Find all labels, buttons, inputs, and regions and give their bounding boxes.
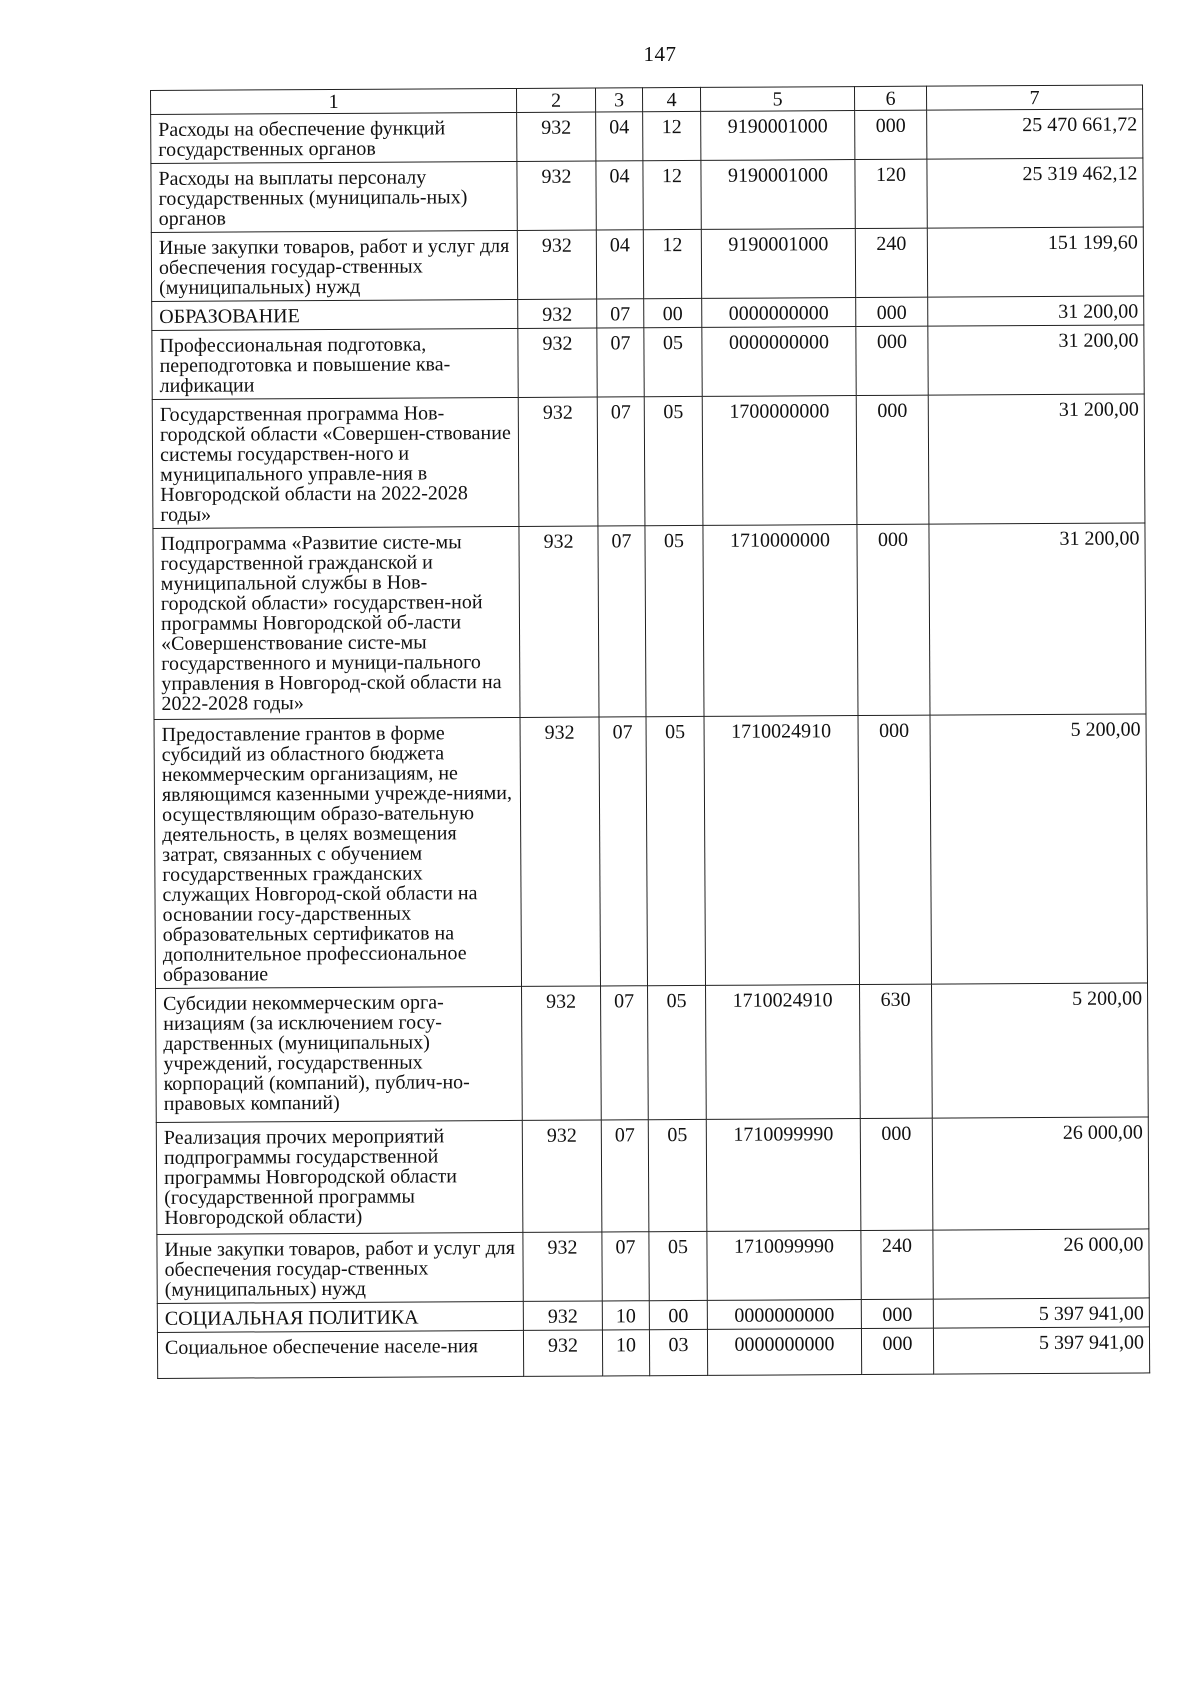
expense-type-cell: 000: [855, 110, 927, 159]
amount-cell: 5 200,00: [930, 714, 1147, 984]
subsection-code-cell: 12: [643, 160, 701, 229]
target-article-cell: 9190001000: [701, 111, 855, 161]
subsection-code-cell: 05: [644, 327, 702, 396]
target-article-cell: 0000000000: [702, 327, 856, 397]
table-row: [152, 325, 1144, 400]
subsection-code-cell: 03: [649, 1329, 707, 1375]
chapter-code-cell: 932: [523, 1301, 602, 1330]
row-name-cell: Социальное обеспечение населе-ния: [157, 1330, 523, 1378]
subsection-code-cell: 12: [643, 229, 701, 298]
expense-type-cell: 000: [858, 715, 932, 984]
expense-type-cell: 240: [855, 228, 927, 297]
row-name-cell: ОБРАЗОВАНИЕ: [152, 299, 518, 330]
target-article-cell: 1710099990: [707, 1231, 861, 1301]
row-name-cell: Подпрограмма «Развитие систе-мы государственной гражданской и муниципальной службы в Нов-городской области» государствен-ной программы Новгородской об-ласти «Совершенствование систе-мы государственного и муници-пального управления в Новгород-ской области на 2022-2028 годы»: [153, 526, 520, 719]
expense-type-cell: 630: [860, 984, 933, 1118]
target-article-cell: 1700000000: [702, 396, 857, 526]
amount-cell: 31 200,00: [928, 394, 1145, 524]
subsection-code-cell: 05: [648, 985, 707, 1119]
section-code-cell: 07: [597, 299, 644, 328]
chapter-code-cell: 932: [523, 1232, 602, 1301]
section-code-cell: 07: [601, 1120, 649, 1232]
subsection-code-cell: 00: [649, 1300, 707, 1329]
subsection-code-cell: 05: [649, 1231, 707, 1300]
expense-type-cell: 240: [861, 1230, 933, 1299]
chapter-code-cell: 932: [517, 112, 596, 161]
section-code-cell: 10: [602, 1330, 649, 1376]
subsection-code-cell: 00: [644, 298, 702, 327]
row-name-cell: СОЦИАЛЬНАЯ ПОЛИТИКА: [157, 1301, 523, 1332]
row-name-cell: Предоставление грантов в форме субсидий из областного бюджета некоммерческим организациям, не являющимся казенными учрежде-ниями, осуществляющим образо-вательную деятельность, в целях возмещения затрат, связанных с обучением государственных гражданских служащих Новгород-ской области на основании госу-дарственных образовательных сертификатов на дополнительное профессиональное образование: [154, 717, 521, 988]
chapter-code-cell: 932: [518, 299, 597, 328]
amount-cell: 25 470 661,72: [927, 109, 1143, 159]
amount-cell: 5 200,00: [932, 983, 1149, 1118]
section-code-cell: 07: [598, 526, 646, 717]
section-code-cell: 04: [596, 161, 643, 230]
chapter-code-cell: 932: [520, 717, 601, 986]
expense-type-cell: 000: [857, 524, 930, 715]
target-article-cell: 1710024910: [704, 716, 859, 986]
chapter-code-cell: 932: [518, 397, 598, 526]
chapter-code-cell: 932: [522, 986, 602, 1120]
expense-type-cell: 000: [856, 297, 928, 326]
section-code-cell: 10: [602, 1301, 649, 1330]
target-article-cell: 1710000000: [703, 525, 858, 717]
header-cell: 2: [516, 88, 595, 112]
row-name-cell: Субсидии некоммерческим орга-низациям (за исключением госу-дарственных (муниципальных) учреждений, государственных корпораций (компаний), публич-но-правовых компаний): [156, 986, 523, 1122]
target-article-cell: 0000000000: [702, 298, 856, 328]
target-article-cell: 0000000000: [707, 1300, 861, 1330]
table-row: [151, 227, 1143, 302]
header-cell: 4: [642, 87, 700, 111]
subsection-code-cell: 05: [646, 716, 706, 985]
expense-type-cell: 120: [855, 159, 927, 228]
amount-cell: 5 397 941,00: [933, 1327, 1149, 1374]
amount-cell: 25 319 462,12: [927, 158, 1143, 228]
page-number: 147: [643, 42, 677, 66]
amount-cell: 31 200,00: [929, 523, 1146, 715]
row-name-cell: Иные закупки товаров, работ и услуг для обеспечения государ-ственных (муниципальных) нужд: [157, 1232, 523, 1303]
amount-cell: 26 000,00: [932, 1117, 1149, 1230]
amount-cell: 26 000,00: [933, 1229, 1149, 1299]
amount-cell: 5 397 941,00: [933, 1298, 1149, 1328]
chapter-code-cell: 932: [517, 230, 596, 299]
header-cell: 1: [151, 88, 517, 114]
header-cell: 3: [595, 88, 642, 112]
subsection-code-cell: 12: [643, 111, 701, 160]
expense-type-cell: 000: [856, 326, 928, 395]
row-name-cell: Расходы на выплаты персоналу государственных (муниципаль-ных) органов: [151, 161, 517, 232]
chapter-code-cell: 932: [522, 1120, 602, 1232]
chapter-code-cell: 932: [517, 161, 596, 230]
section-code-cell: 07: [602, 1232, 649, 1301]
table-row: [151, 109, 1143, 164]
row-name-cell: Иные закупки товаров, работ и услуг для обеспечения государ-ственных (муниципальных) нужд: [151, 230, 517, 301]
table-row: [156, 1117, 1149, 1235]
target-article-cell: 1710099990: [706, 1119, 861, 1232]
table-row: [151, 158, 1143, 233]
section-code-cell: 07: [597, 397, 645, 526]
target-article-cell: 9190001000: [701, 229, 855, 299]
header-cell: 5: [700, 87, 854, 112]
section-code-cell: 07: [601, 986, 649, 1120]
subsection-code-cell: 05: [648, 1119, 707, 1231]
table-row: [153, 523, 1146, 720]
target-article-cell: 0000000000: [707, 1329, 861, 1376]
chapter-code-cell: 932: [519, 526, 599, 717]
chapter-code-cell: 932: [523, 1330, 602, 1376]
section-code-cell: 04: [596, 230, 643, 299]
row-name-cell: Расходы на обеспечение функций государственных органов: [151, 112, 517, 163]
section-code-cell: 07: [599, 717, 648, 986]
subsection-code-cell: 05: [644, 396, 703, 525]
expense-type-cell: 000: [861, 1299, 933, 1328]
expense-type-cell: 000: [856, 395, 929, 524]
row-name-cell: Государственная программа Нов-городской области «Совершен-ствование системы государствен-ного и муниципального управле-ния в Новгородской области на 2022-2028 годы»: [152, 397, 519, 528]
target-article-cell: 1710024910: [706, 985, 861, 1120]
expense-type-cell: 000: [861, 1328, 933, 1374]
amount-cell: 31 200,00: [928, 325, 1144, 395]
table-row: [157, 1229, 1149, 1304]
chapter-code-cell: 932: [518, 328, 597, 397]
amount-cell: 151 199,60: [927, 227, 1143, 297]
target-article-cell: 9190001000: [701, 160, 855, 230]
header-cell: 6: [854, 86, 926, 110]
amount-cell: 31 200,00: [928, 296, 1144, 326]
header-cell: 7: [926, 85, 1142, 110]
row-name-cell: Профессиональная подготовка, переподготовка и повышение ква-лификации: [152, 328, 518, 399]
row-name-cell: Реализация прочих мероприятий подпрограммы государственной программы Новгородской области (государственной программы Новгородской области): [156, 1120, 523, 1234]
subsection-code-cell: 05: [645, 525, 704, 716]
table-row: [157, 1327, 1149, 1379]
section-code-cell: 04: [596, 112, 643, 161]
section-code-cell: 07: [597, 328, 644, 397]
table-row: [156, 983, 1149, 1123]
budget-table: [150, 84, 1150, 1379]
table-row: [152, 394, 1145, 529]
table-row: [154, 714, 1147, 989]
expense-type-cell: 000: [860, 1118, 933, 1230]
